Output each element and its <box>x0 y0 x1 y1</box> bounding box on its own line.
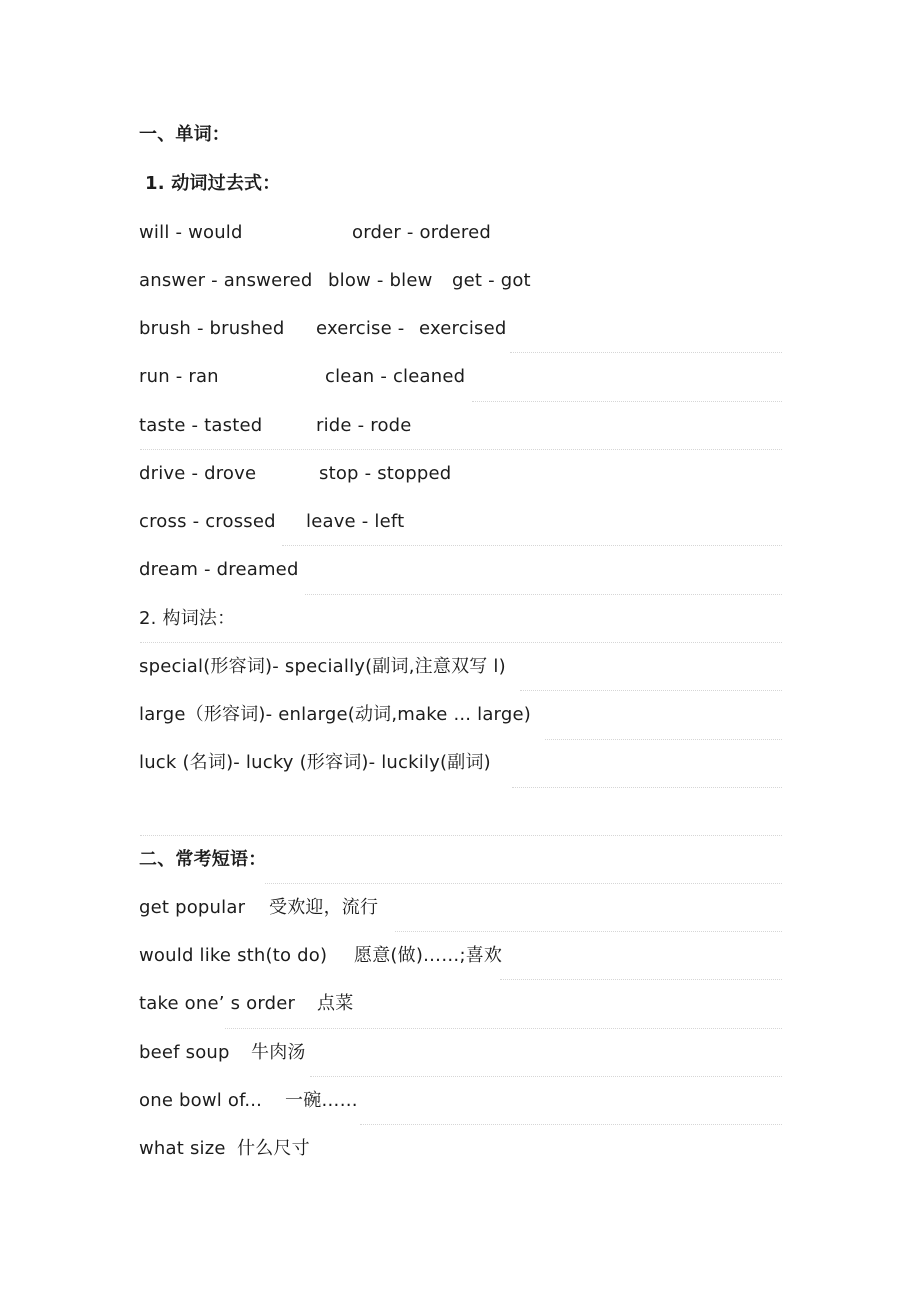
dotted-rule <box>500 979 782 980</box>
dotted-rule <box>140 449 782 450</box>
dotted-rule <box>140 835 782 836</box>
dotted-rule <box>545 739 782 740</box>
verb-pair: order - ordered <box>352 222 492 243</box>
dotted-rule <box>265 883 782 884</box>
verb-pair: dream - dreamed <box>139 559 299 580</box>
verb-pair: exercise - <box>316 318 405 339</box>
phrase-chinese: 一碗…… <box>285 1090 358 1111</box>
verb-pair: will - would <box>139 222 243 243</box>
phrase-chinese: 什么尺寸 <box>237 1138 310 1159</box>
dotted-rule <box>520 690 782 691</box>
phrase-chinese: 点菜 <box>317 993 354 1014</box>
phrase-english: beef soup <box>139 1042 230 1063</box>
verb-pair: ride - rode <box>316 415 412 436</box>
verb-pair: leave - left <box>306 511 405 532</box>
phrase-english: would like sth(to do) <box>139 945 328 966</box>
verb-pair: blow - blew <box>328 270 433 291</box>
dotted-rule <box>395 931 782 932</box>
verb-pair: exercised <box>419 318 507 339</box>
verb-pair: taste - tasted <box>139 415 263 436</box>
phrase-chinese: 牛肉汤 <box>251 1042 306 1063</box>
phrase-english: one bowl of... <box>139 1090 263 1111</box>
wordformation-item: luck (名词)- lucky (形容词)- luckily(副词) <box>139 752 491 773</box>
verb-pair: get - got <box>452 270 531 291</box>
dotted-rule <box>225 1028 782 1029</box>
verb-pair: brush - brushed <box>139 318 285 339</box>
dotted-rule <box>512 787 782 788</box>
section1-title: 一、单词： <box>139 124 230 145</box>
phrase-english: get popular <box>139 897 246 918</box>
phrase-chinese: 愿意(做)……;喜欢 <box>354 945 503 966</box>
verb-pair: drive - drove <box>139 463 257 484</box>
dotted-rule <box>310 1076 782 1077</box>
phrase-english: what size <box>139 1138 226 1159</box>
phrase-chinese: 受欢迎，流行 <box>269 897 379 918</box>
wordformation-item: special(形容词)- specially(副词,注意双写 l) <box>139 656 506 677</box>
wordformation-subtitle: 2. 构词法： <box>139 608 236 629</box>
dotted-rule <box>510 352 782 353</box>
verb-pair: answer - answered <box>139 270 313 291</box>
verb-pair: stop - stopped <box>319 463 452 484</box>
dotted-rule <box>360 1124 782 1125</box>
verb-pair: run - ran <box>139 366 219 387</box>
dotted-rule <box>472 401 782 402</box>
dotted-rule <box>305 594 782 595</box>
verb-pair: clean - cleaned <box>325 366 466 387</box>
verb-pair: cross - crossed <box>139 511 276 532</box>
dotted-rule <box>140 642 782 643</box>
phrase-english: take one’ s order <box>139 993 296 1014</box>
wordformation-item: large（形容词)- enlarge(动词,make ... large) <box>139 704 531 725</box>
dotted-rule <box>282 545 782 546</box>
verbs-subtitle: 1. 动词过去式： <box>145 173 281 194</box>
section2-title: 二、常考短语： <box>139 849 267 870</box>
